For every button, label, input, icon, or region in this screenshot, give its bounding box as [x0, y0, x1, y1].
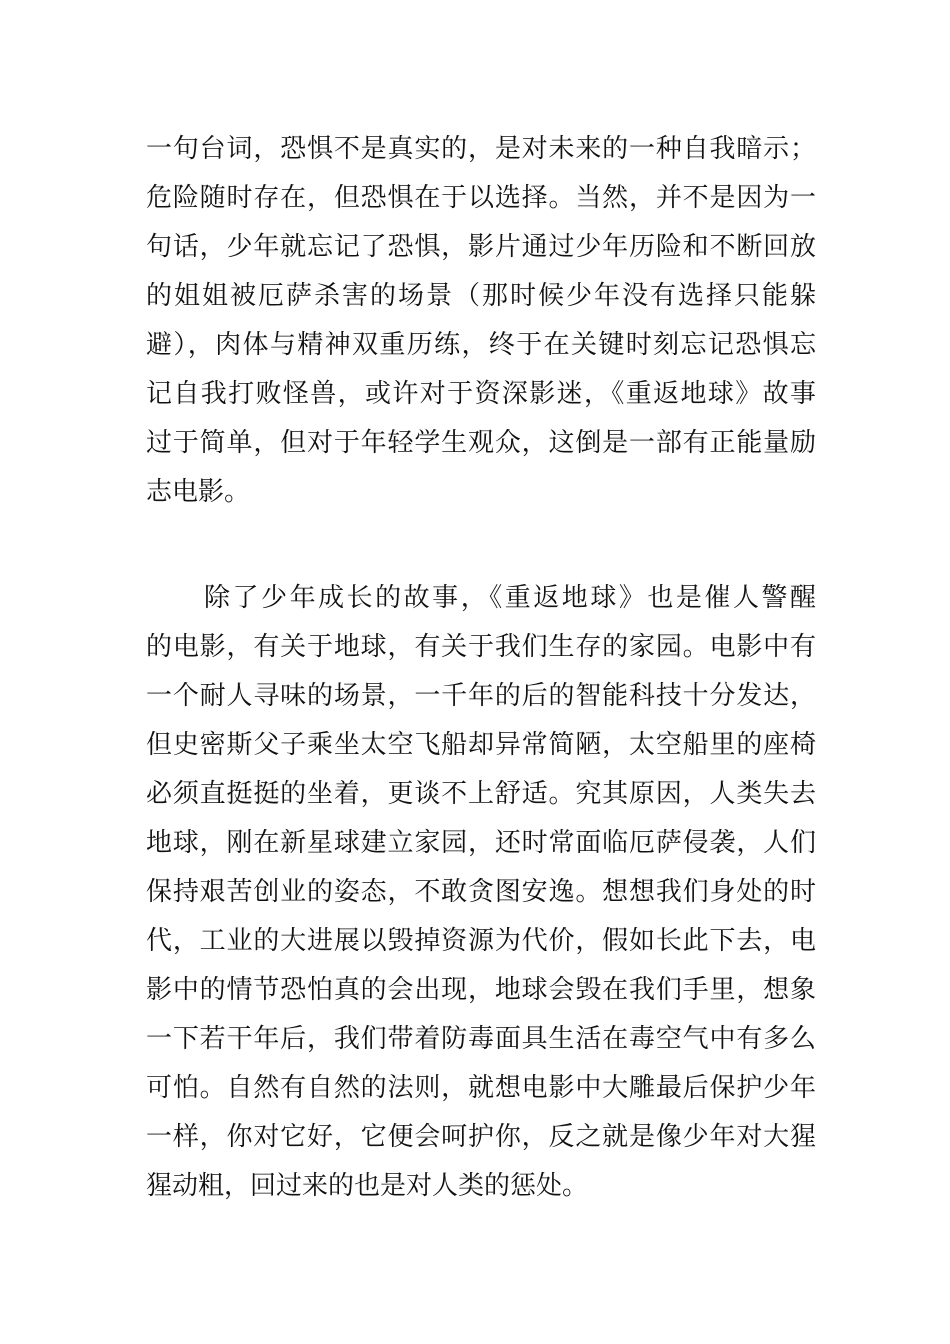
text-line: 一句台词，恐惧不是真实的，是对未来的一种自我暗示；	[146, 134, 816, 164]
text-line: 一下若干年后，我们带着防毒面具生活在毒空气中有多么	[146, 1024, 816, 1054]
text-line: 一个耐人寻味的场景，一千年的后的智能科技十分发达，	[146, 681, 816, 711]
text-line: 避），肉体与精神双重历练，终于在关键时刻忘记恐惧忘	[146, 330, 816, 360]
paragraph-2	[146, 574, 816, 1211]
text-line: 保持艰苦创业的姿态，不敢贪图安逸。想想我们身处的时	[146, 877, 816, 907]
text-line: 地球，刚在新星球建立家园，还时常面临厄萨侵袭，人们	[146, 828, 816, 858]
text-line: 可怕。自然有自然的法则，就想电影中大雕最后保护少年	[146, 1073, 816, 1103]
text-line: 一样，你对它好，它便会呵护你，反之就是像少年对大猩	[146, 1122, 816, 1152]
text-line: 记自我打败怪兽，或许对于资深影迷，《重返地球》故事	[146, 379, 816, 409]
text-line: 必须直挺挺的坐着，更谈不上舒适。究其原因，人类失去	[146, 779, 816, 809]
text-line: 过于简单，但对于年轻学生观众，这倒是一部有正能量励	[146, 428, 816, 458]
text-line: 的姐姐被厄萨杀害的场景（那时候少年没有选择只能躲	[146, 281, 816, 311]
text-line: 影中的情节恐怕真的会出现，地球会毁在我们手里，想象	[146, 975, 816, 1005]
text-line: 猩动粗，回过来的也是对人类的惩处。	[146, 1171, 589, 1201]
text-line: 志电影。	[146, 477, 251, 507]
text-line: 但史密斯父子乘坐太空飞船却异常简陋，太空船里的座椅	[146, 730, 816, 760]
text-line: 除了少年成长的故事，《重返地球》也是催人警醒	[204, 583, 816, 613]
text-line: 的电影，有关于地球，有关于我们生存的家园。电影中有	[146, 632, 816, 662]
text-line: 句话，少年就忘记了恐惧，影片通过少年历险和不断回放	[146, 232, 816, 262]
paragraph-1	[146, 125, 816, 517]
text-line: 代，工业的大进展以毁掉资源为代价，假如长此下去，电	[146, 926, 816, 956]
text-line: 危险随时存在，但恐惧在于以选择。当然，并不是因为一	[146, 183, 816, 213]
